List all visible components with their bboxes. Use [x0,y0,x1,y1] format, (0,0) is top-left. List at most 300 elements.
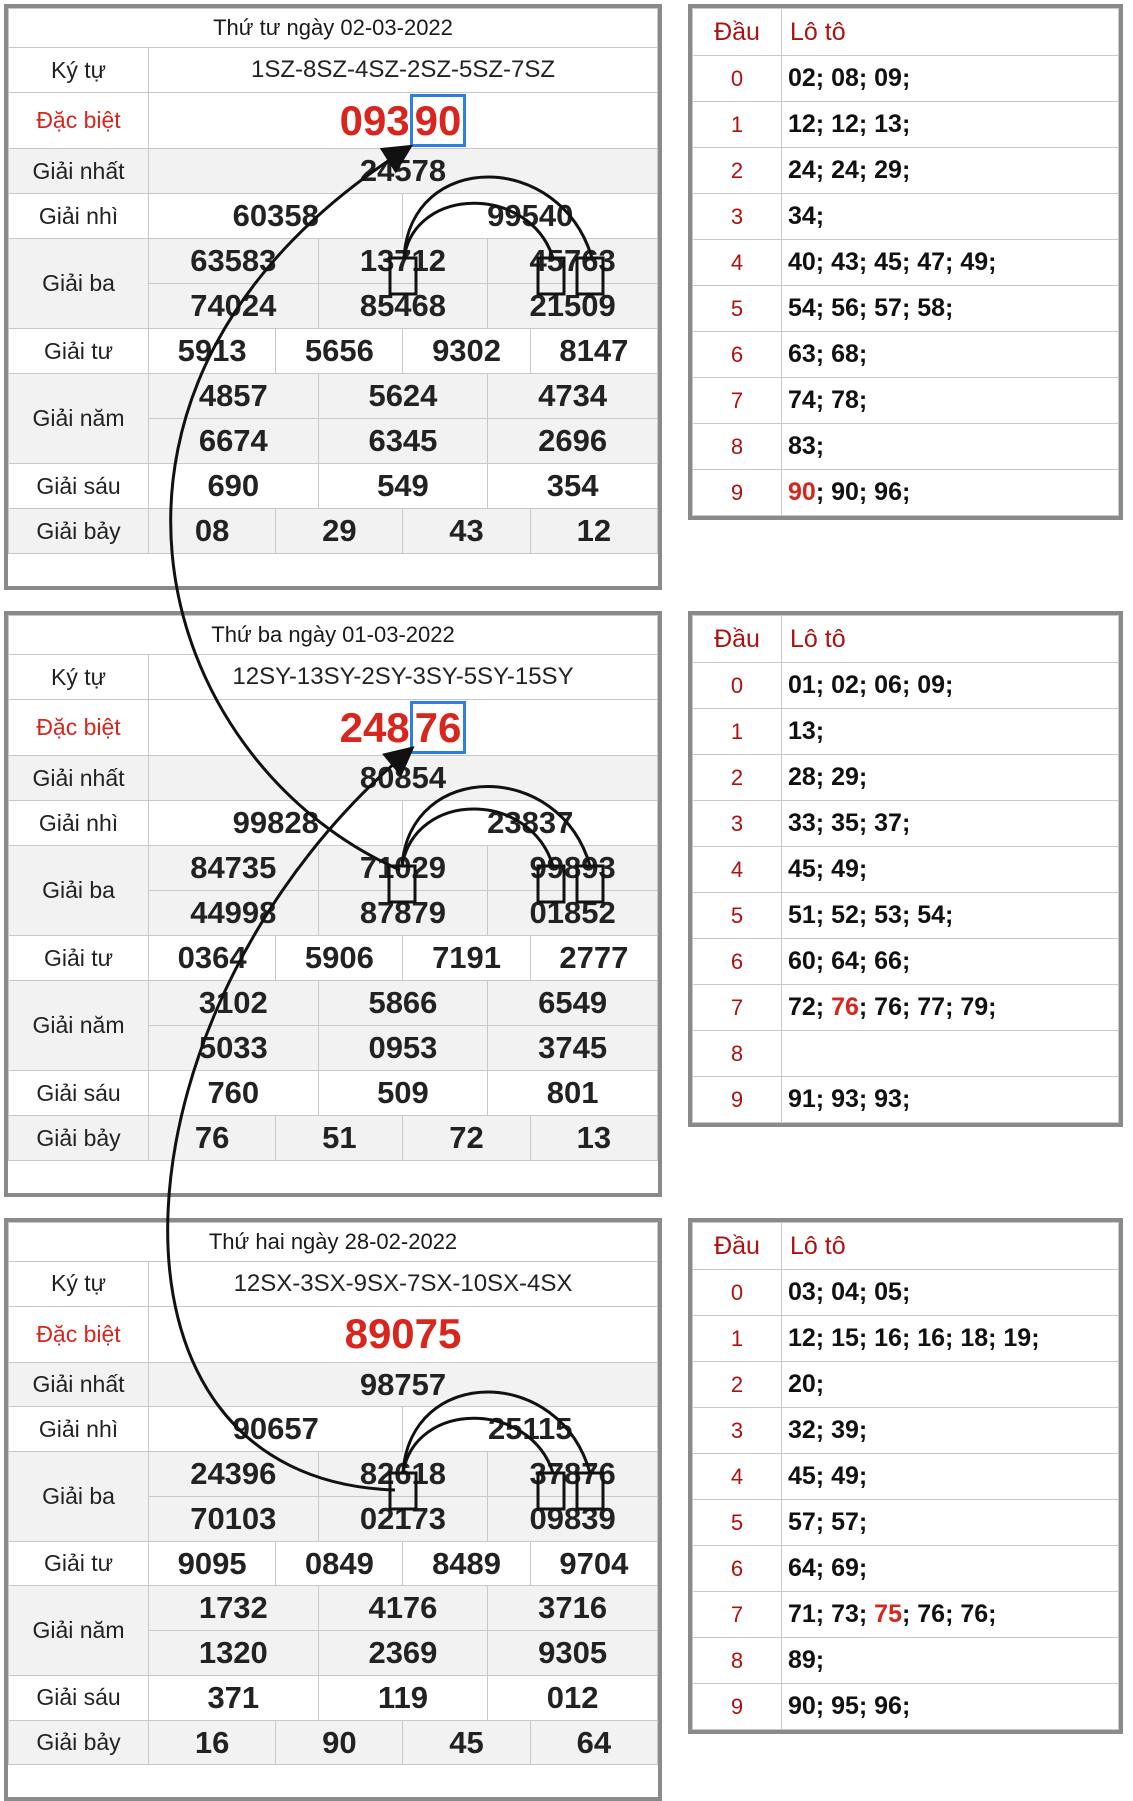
cell [403,1407,658,1452]
label-g4 [9,936,149,981]
loto-value: 72; [788,993,832,1021]
loto-value: 03; 04; 05; [788,1278,911,1306]
label-text: Giải năm [32,1012,125,1039]
label-kytu [9,1262,149,1307]
cell-text: 99828 [232,805,319,841]
loto-row [693,240,1119,286]
cell [276,1116,403,1161]
loto-head [693,1546,782,1592]
loto-head [693,1270,782,1316]
loto-value: ; 76; 76; [901,1600,997,1628]
loto-values [782,893,1119,939]
loto-head [693,939,782,985]
loto-row [693,663,1119,709]
special-prefix: 248 [339,703,410,751]
loto-value: 33; 35; 37; [788,809,911,837]
loto-head [693,893,782,939]
loto-value: 91; 93; 93; [788,1085,911,1113]
loto-values [782,1316,1119,1362]
cell [403,1116,530,1161]
loto-values [782,378,1119,424]
cell [149,194,403,239]
loto-head [693,1454,782,1500]
loto-value: 20; [788,1370,825,1398]
loto-row [693,1684,1119,1730]
label-g4 [9,329,149,374]
cell-text: 29 [322,513,357,549]
cell [276,509,403,554]
cell-text: 98757 [359,1366,447,1402]
loto-value: 12; 15; 16; 16; 18; 19; [788,1324,1040,1352]
loto-head [693,102,782,148]
loto-head [693,1638,782,1684]
loto-header-loto [782,616,1119,663]
loto-row [693,424,1119,470]
label-g7 [9,1116,149,1161]
cell-text: 5906 [304,940,374,976]
date-title [9,1223,658,1262]
loto-row [693,1316,1119,1362]
label-text: Ký tự [50,56,107,83]
loto-row [693,56,1119,102]
loto-value: 12; 12; 13; [788,110,911,138]
cell-text: 12SY-13SY-2SY-3SY-5SY-15SY [232,663,574,690]
cell [149,1675,319,1720]
cell [318,419,488,464]
cell [318,374,488,419]
cell-text: 5913 [177,333,247,369]
cell [318,1586,488,1631]
cell [403,936,530,981]
cell [149,655,658,700]
cell-text: 12SX-3SX-9SX-7SX-10SX-4SX [233,1269,573,1297]
loto-head-text: 5 [730,295,744,321]
special-boxed-digits: 90 [410,94,467,147]
cell [488,1496,658,1541]
cell-text: 012 [546,1679,599,1715]
loto-head [693,1408,782,1454]
loto-row [693,1546,1119,1592]
label-g5 [9,1586,149,1676]
loto-row [693,470,1119,516]
cell-text: 0953 [368,1030,438,1066]
cell [276,1720,403,1765]
loto-table [688,1218,1123,1734]
loto-row [693,1592,1119,1638]
label-g4 [9,1541,149,1586]
loto-head-text: 8 [730,1647,744,1673]
loto-values [782,148,1119,194]
cell [403,1720,530,1765]
cell-text: 7191 [432,940,502,976]
loto-head [693,424,782,470]
label-g2 [9,194,149,239]
cell-text: 74024 [190,288,277,324]
loto-values [782,985,1119,1031]
cell [318,1631,488,1676]
loto-head-text: 6 [730,948,744,974]
cell [149,48,658,93]
results-table [4,4,662,590]
loto-value: 83; [788,432,825,460]
loto-head [693,1316,782,1362]
label-g2 [9,801,149,846]
cell [149,509,276,554]
loto-head-text: 9 [730,479,744,505]
cell [149,981,319,1026]
loto-row [693,1500,1119,1546]
cell-text: 99540 [487,198,574,234]
loto-value: 90 [788,478,816,506]
loto-head-text: 6 [730,1555,744,1581]
label-text: Giải ba [42,270,115,297]
cell [488,1026,658,1071]
cell-text: 37876 [529,1456,616,1492]
cell [149,1586,319,1631]
special-prize [149,1306,658,1362]
cell-text: 70103 [190,1500,277,1536]
loto-value: 63; 68; [788,340,868,368]
loto-values [782,56,1119,102]
cell [488,239,658,284]
header-text: Đầu [714,1231,760,1260]
loto-head [693,1077,782,1123]
cell [149,149,658,194]
loto-row [693,893,1119,939]
loto-head-text: 2 [730,157,744,183]
loto-value: 60; 64; 66; [788,947,911,975]
cell-text: 4857 [198,378,268,414]
loto-head-text: 7 [730,1601,744,1627]
loto-table [688,611,1123,1127]
loto-row [693,148,1119,194]
special-number: 89075 [344,1310,462,1358]
cell-text: 549 [377,468,429,504]
label-g1 [9,149,149,194]
loto-value: 45; 49; [788,855,868,883]
cell [530,509,657,554]
loto-row [693,332,1119,378]
loto-head [693,378,782,424]
date-title [9,616,658,655]
loto-value: 76 [831,993,859,1021]
cell [318,239,488,284]
cell [403,194,658,239]
cell-text: 760 [207,1075,260,1111]
cell [276,1541,403,1586]
loto-row [693,1077,1119,1123]
loto-head-text: 7 [730,994,744,1020]
loto-value: 02; 08; 09; [788,64,911,92]
loto-head [693,1362,782,1408]
loto-table [688,4,1123,520]
cell-text: 63583 [190,243,277,279]
label-special [9,700,149,756]
cell-text: 02173 [359,1500,447,1536]
cell [149,1631,319,1676]
cell-text: 6674 [198,423,268,459]
cell-text: 45 [449,1724,484,1760]
loto-values [782,1362,1119,1408]
special-boxed-digits: 76 [410,701,467,754]
loto-head-text: 9 [730,1086,744,1112]
cell-text: 87879 [359,895,447,931]
loto-head [693,847,782,893]
cell [403,801,658,846]
cell [403,329,530,374]
loto-head-text: 0 [730,1279,744,1305]
loto-row [693,378,1119,424]
cell-text: 801 [546,1075,599,1111]
cell [530,1720,657,1765]
cell-text: 5866 [368,985,438,1021]
loto-values [782,663,1119,709]
cell-text: 90 [322,1724,357,1760]
cell [149,1407,403,1452]
loto-values [782,102,1119,148]
cell-text: 85468 [359,288,447,324]
cell-text: 43 [449,513,484,549]
cell-text: 82618 [359,1456,447,1492]
cell-text: 2777 [559,940,629,976]
loto-values [782,709,1119,755]
label-g1 [9,756,149,801]
cell [149,1262,658,1307]
label-text: Giải bảy [36,1729,121,1756]
cell [318,1675,488,1720]
cell-text: 84735 [190,850,277,886]
loto-row [693,847,1119,893]
label-text: Giải sáu [36,1079,121,1106]
label-text: Giải ba [42,877,115,904]
label-g6 [9,464,149,509]
date-title-text: Thứ ba ngày 01-03-2022 [211,622,455,647]
loto-head-text: 1 [730,1325,744,1351]
cell-text: 08 [194,513,230,549]
cell-text: 1SZ-8SZ-4SZ-2SZ-5SZ-7SZ [250,56,556,83]
cell-text: 45763 [529,243,616,279]
special-prize [149,93,658,149]
loto-head-text: 1 [730,718,744,744]
loto-head-text: 2 [730,764,744,790]
loto-value: 64; 69; [788,1554,868,1582]
cell [149,1452,319,1497]
loto-values [782,1454,1119,1500]
label-text: Ký tự [50,663,107,690]
cell-text: 76 [194,1120,230,1156]
cell-text: 5624 [368,378,438,414]
label-text: Giải nhất [32,764,125,791]
cell [149,1496,319,1541]
loto-value: 57; 57; [788,1508,868,1536]
cell-text: 9305 [538,1635,608,1671]
loto-head [693,709,782,755]
loto-row [693,1454,1119,1500]
label-kytu [9,48,149,93]
cell-text: 44998 [190,895,277,931]
cell-text: 25115 [487,1411,573,1447]
cell-text: 3102 [198,985,268,1021]
loto-head-text: 9 [730,1693,744,1719]
loto-row [693,755,1119,801]
label-text: Giải nhì [38,202,119,229]
loto-row [693,709,1119,755]
label-special [9,93,149,149]
loto-head-text: 5 [730,902,744,928]
cell [488,846,658,891]
loto-value: 01; 02; 06; 09; [788,671,954,699]
loto-head-text: 4 [730,1463,744,1489]
loto-head-text: 5 [730,1509,744,1535]
cell [530,1116,657,1161]
cell [488,464,658,509]
loto-row [693,1362,1119,1408]
label-g5 [9,374,149,464]
special-prize [149,700,658,756]
loto-header-dau [693,1223,782,1270]
label-text: Giải tư [43,337,114,364]
cell-text: 64 [576,1724,612,1760]
cell [149,329,276,374]
cell [488,419,658,464]
cell-text: 690 [207,468,260,504]
cell [488,891,658,936]
label-text: Giải sáu [36,1684,121,1711]
loto-head-text: 8 [730,1040,744,1066]
label-text: Giải tư [43,944,114,971]
loto-values [782,1546,1119,1592]
label-text: Giải bảy [36,517,121,544]
cell-text: 8147 [559,333,629,369]
loto-head [693,240,782,286]
loto-row [693,1638,1119,1684]
cell-text: 72 [449,1120,484,1156]
cell [149,801,403,846]
loto-head-text: 7 [730,387,744,413]
loto-head [693,286,782,332]
loto-head [693,801,782,847]
cell-text: 509 [377,1075,429,1111]
loto-head [693,1500,782,1546]
cell-text: 4176 [368,1590,438,1626]
loto-values [782,847,1119,893]
cell-text: 119 [377,1679,428,1715]
cell [149,464,319,509]
header-text: Lô tô [790,624,846,653]
label-g3 [9,1452,149,1542]
loto-row [693,1408,1119,1454]
cell [403,1541,530,1586]
header-text: Đầu [714,624,760,653]
header-text: Lô tô [790,1231,846,1260]
label-g7 [9,1720,149,1765]
loto-row [693,194,1119,240]
label-text: Giải nhất [32,157,125,184]
cell [318,1071,488,1116]
label-g5 [9,981,149,1071]
cell [318,1496,488,1541]
label-g3 [9,846,149,936]
label-text: Giải bảy [36,1124,121,1151]
cell [488,981,658,1026]
label-g2 [9,1407,149,1452]
loto-head-text: 4 [730,856,744,882]
cell-text: 4734 [538,378,608,414]
cell-text: 60358 [232,198,319,234]
cell-text: 6549 [538,985,608,1021]
loto-value: ; 90; 96; [815,478,911,506]
loto-values [782,286,1119,332]
cell [149,891,319,936]
loto-values [782,424,1119,470]
cell [488,1452,658,1497]
date-title [9,9,658,48]
label-text: Đặc biệt [36,107,121,134]
cell-text: 5656 [304,333,374,369]
loto-header-loto [782,9,1119,56]
label-g6 [9,1071,149,1116]
cell-text: 23837 [487,805,574,841]
cell-text: 99893 [529,850,616,886]
loto-head-text: 2 [730,1371,744,1397]
loto-value: 13; [788,717,825,745]
loto-row [693,1031,1119,1077]
cell [149,846,319,891]
label-g6 [9,1675,149,1720]
header-text: Lô tô [790,17,846,46]
cell-text: 21509 [529,288,616,324]
label-text: Giải nhì [38,809,119,836]
loto-head-text: 6 [730,341,744,367]
loto-value: 75 [874,1600,902,1628]
cell [318,846,488,891]
label-text: Giải ba [42,1482,115,1509]
cell-text: 371 [207,1679,260,1715]
loto-row [693,286,1119,332]
loto-head [693,194,782,240]
cell-text: 09839 [529,1500,616,1536]
cell-text: 0849 [304,1545,374,1581]
loto-row [693,939,1119,985]
cell-text: 6345 [368,423,438,459]
cell [149,1720,276,1765]
cell-text: 3716 [538,1590,608,1626]
cell-text: 9704 [559,1545,629,1581]
label-text: Ký tự [50,1270,107,1297]
loto-value: 32; 39; [788,1416,868,1444]
loto-head [693,332,782,378]
loto-head-text: 0 [730,65,744,91]
loto-head [693,148,782,194]
cell [318,981,488,1026]
loto-header-dau [693,9,782,56]
date-title-text: Thứ hai ngày 28-02-2022 [208,1229,458,1254]
loto-head [693,470,782,516]
cell-text: 1320 [198,1635,268,1671]
cell [530,936,657,981]
label-text: Giải tư [43,1550,114,1577]
cell-text: 71029 [359,850,447,886]
loto-values [782,939,1119,985]
label-text: Giải năm [32,1617,125,1644]
cell [276,329,403,374]
loto-row [693,801,1119,847]
cell [149,284,319,329]
loto-value: 28; 29; [788,763,868,791]
cell [488,1586,658,1631]
loto-values [782,1077,1119,1123]
cell-text: 1732 [198,1590,268,1626]
